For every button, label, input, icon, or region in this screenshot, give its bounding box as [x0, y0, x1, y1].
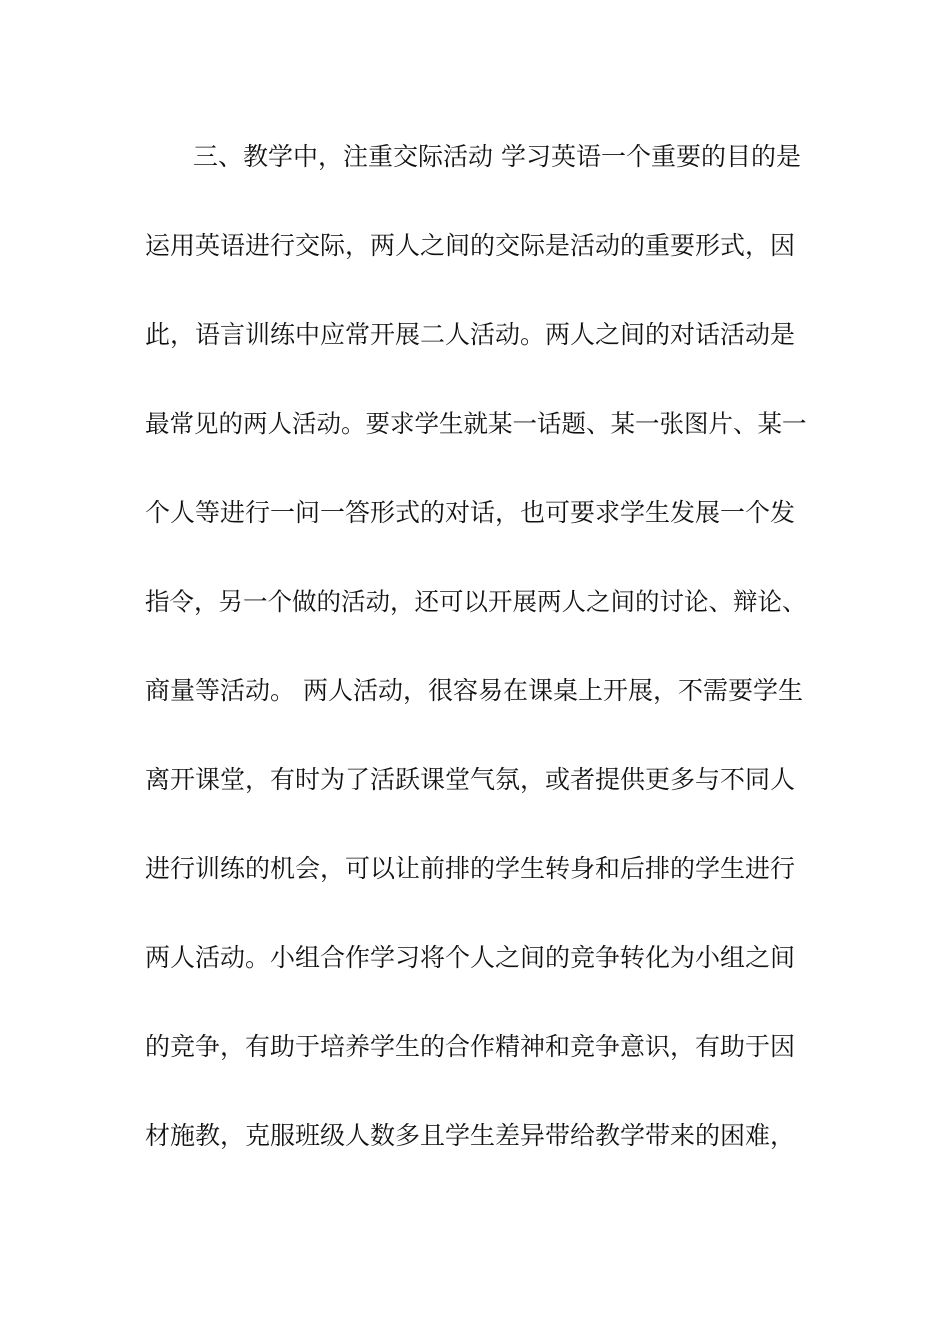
text-line-9: 进行训练的机会，可以让前排的学生转身和后排的学生进行: [145, 854, 796, 883]
text-line-7: 商量等活动。 两人活动，很容易在课桌上开展，不需要学生: [145, 676, 803, 705]
text-line-6: 指令，另一个做的活动，还可以开展两人之间的讨论、辩论、: [145, 587, 807, 616]
text-line-8: 离开课堂，有时为了活跃课堂气氛，或者提供更多与不同人: [145, 765, 796, 794]
body-paragraph: [145, 127, 807, 1195]
text-line-4: 最常见的两人活动。要求学生就某一话题、某一张图片、某一: [145, 409, 807, 438]
text-line-3: 此，语言训练中应常开展二人活动。两人之间的对话活动是: [145, 320, 796, 349]
text-line-10: 两人活动。小组合作学习将个人之间的竞争转化为小组之间: [145, 943, 796, 972]
text-line-2: 运用英语进行交际，两人之间的交际是活动的重要形式，因: [145, 231, 796, 260]
text-line-5: 个人等进行一问一答形式的对话，也可要求学生发展一个发: [145, 498, 796, 527]
text-line-11: 的竞争，有助于培养学生的合作精神和竞争意识，有助于因: [145, 1032, 796, 1061]
text-line-1: 三、教学中，注重交际活动 学习英语一个重要的目的是: [193, 142, 801, 171]
text-line-12: 材施教，克服班级人数多且学生差异带给教学带来的困难，: [145, 1121, 796, 1150]
